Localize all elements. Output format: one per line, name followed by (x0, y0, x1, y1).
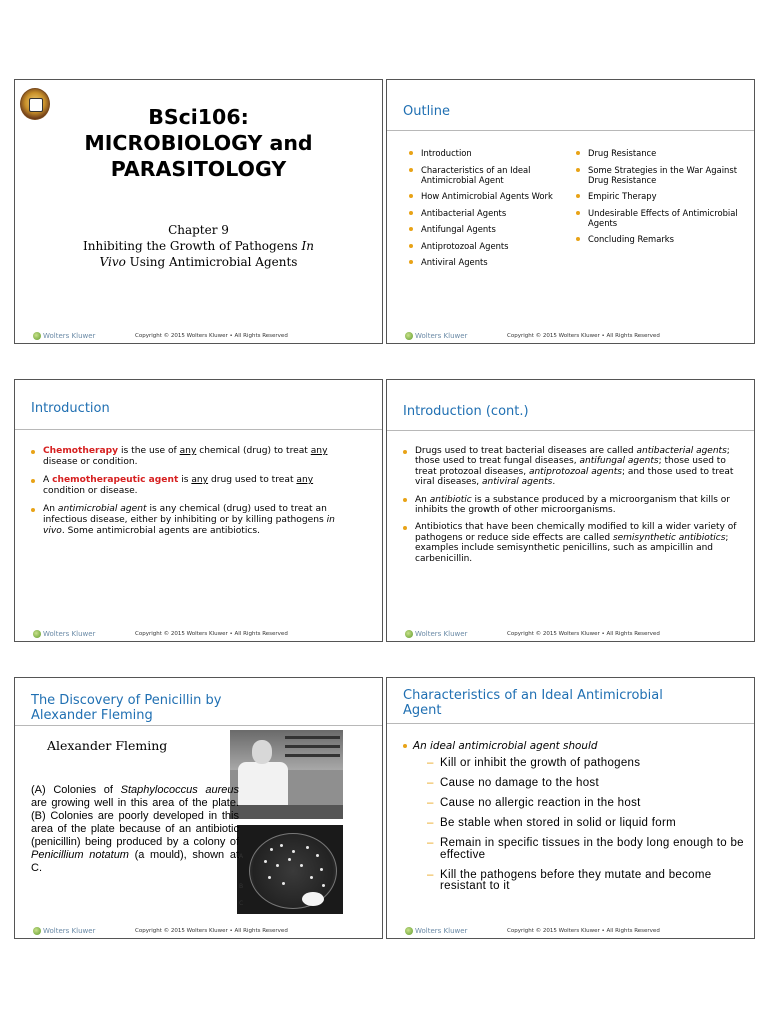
subtitle-text: Using Antimicrobial Agents (125, 255, 298, 269)
outline-item: Empiric Therapy (574, 191, 744, 201)
bullet-chemotherapeutic-agent: A chemotherapeutic agent is any drug used to treat any condition or disease. (29, 475, 351, 497)
chapter-heading (15, 222, 382, 270)
plate-label-a: A (239, 853, 244, 860)
copyright: Copyright © 2015 Wolters Kluwer • All Rights Reserved (135, 631, 288, 637)
plate-description: (A) Colonies of Staphylococcus aureus are growing well in this area of the plate. (B) Colonies are poorly developed in this area of the plate because of an antibiotic (penicillin) being produced by a colony of Penicillium notatum (a mould), shown at C. (31, 784, 240, 874)
outline-item: Antifungal Agents (407, 224, 567, 234)
slide-title (14, 79, 383, 344)
property-item: – Kill or inhibit the growth of pathogens (427, 758, 747, 770)
plate-label-b: B (239, 883, 244, 890)
slide-outline (386, 79, 755, 344)
subtitle-italic: Vivo (99, 255, 126, 269)
outline-item: Introduction (407, 148, 567, 158)
wolters-kluwer-logo: Wolters Kluwer (405, 332, 467, 340)
subtitle-italic: In (301, 239, 314, 253)
chapter-subtitle (15, 238, 382, 270)
slide-introduction-cont (386, 379, 755, 642)
outline-item: Antibacterial Agents (407, 208, 567, 218)
outline-item: Antiviral Agents (407, 257, 567, 267)
course-title (15, 104, 382, 182)
slide-introduction (14, 379, 383, 642)
outline-item: Concluding Remarks (574, 234, 744, 244)
property-item: – Remain in specific tissues in the body long enough to be effective (427, 838, 747, 861)
wolters-kluwer-logo: Wolters Kluwer (33, 927, 95, 935)
wolters-kluwer-logo: Wolters Kluwer (33, 332, 95, 340)
slide-footer (387, 623, 754, 641)
chapter-number: Chapter 9 (168, 223, 229, 237)
plate-label-c: C (239, 900, 244, 907)
slide-title: Introduction (31, 401, 110, 416)
outline-item: Some Strategies in the War Against Drug Resistance (574, 165, 744, 185)
title-divider (387, 130, 754, 131)
fleming-photo (230, 730, 343, 819)
ideal-properties-list (427, 758, 747, 901)
slide-title: The Discovery of Penicillin by Alexander Fleming (31, 693, 222, 723)
intro-cont-bullets (401, 446, 745, 571)
intro-bullets (29, 446, 351, 544)
copyright: Copyright © 2015 Wolters Kluwer • All Rights Reserved (135, 928, 288, 934)
property-item: – Cause no damage to the host (427, 778, 747, 790)
title-divider (387, 723, 754, 724)
petri-dish-photo (237, 825, 343, 914)
slide-title: Introduction (cont.) (403, 404, 529, 419)
copyright: Copyright © 2015 Wolters Kluwer • All Rights Reserved (135, 333, 288, 339)
scientist-name: Alexander Fleming (47, 738, 168, 753)
bullet-antimicrobial-agent: An antimicrobial agent is any chemical (drug) used to treat an infectious disease, either by inhibiting or by killing pathogens in vivo. Some antimicrobial agents are antibiotics. (29, 504, 351, 537)
outline-item: Antiprotozoal Agents (407, 241, 567, 251)
bullet-semisynthetic: Antibiotics that have been chemically modified to kill a wider variety of pathogens or reduce side effects are called semisynthetic antibiotics; examples include semisynthetic penicillins, such as ampicillin and carbenicillin. (401, 522, 745, 564)
title-divider (387, 430, 754, 431)
slide-title: Outline (403, 104, 451, 119)
title-line-3: PARASITOLOGY (110, 157, 287, 181)
copyright: Copyright © 2015 Wolters Kluwer • All Rights Reserved (507, 928, 660, 934)
slide-footer (387, 920, 754, 938)
slide-penicillin-discovery (14, 677, 383, 939)
outline-item: Characteristics of an Ideal Antimicrobial Agent (407, 165, 567, 185)
outline-item: How Antimicrobial Agents Work (407, 191, 567, 201)
slide-footer (15, 920, 382, 938)
slide-footer (387, 325, 754, 343)
copyright: Copyright © 2015 Wolters Kluwer • All Rights Reserved (507, 631, 660, 637)
property-item: – Kill the pathogens before they mutate and become resistant to it (427, 870, 747, 893)
title-line-1: BSci106: (148, 105, 249, 129)
bullet-drug-classes: Drugs used to treat bacterial diseases are called antibacterial agents; those used to treat fungal diseases, antifungal agents; those used to treat protozoal diseases, antiprotozoal agents; and those used to treat viral diseases, antiviral agents. (401, 446, 745, 488)
wolters-kluwer-logo: Wolters Kluwer (405, 630, 467, 638)
bullet-chemotherapy: Chemotherapy is the use of any chemical (drug) to treat any disease or condition. (29, 446, 351, 468)
copyright: Copyright © 2015 Wolters Kluwer • All Rights Reserved (507, 333, 660, 339)
title-divider (15, 725, 382, 726)
lead-bullet: An ideal antimicrobial agent should (403, 740, 597, 752)
title-line-2: MICROBIOLOGY and (84, 131, 313, 155)
bullet-antibiotic: An antibiotic is a substance produced by a microorganism that kills or inhibits the growth of other microorganisms. (401, 495, 745, 516)
wolters-kluwer-logo: Wolters Kluwer (33, 630, 95, 638)
property-item: – Cause no allergic reaction in the host (427, 798, 747, 810)
subtitle-text: Inhibiting the Growth of Pathogens (83, 239, 302, 253)
outline-item: Undesirable Effects of Antimicrobial Agents (574, 208, 744, 228)
property-item: – Be stable when stored in solid or liquid form (427, 818, 747, 830)
outline-item: Drug Resistance (574, 148, 744, 158)
outline-right-list (574, 148, 744, 251)
wolters-kluwer-logo: Wolters Kluwer (405, 927, 467, 935)
outline-left-list (407, 148, 567, 274)
title-divider (15, 429, 382, 430)
slide-title: Characteristics of an Ideal Antimicrobial Agent (403, 688, 663, 718)
slide-footer (15, 325, 382, 343)
slide-footer (15, 623, 382, 641)
slide-ideal-agent (386, 677, 755, 939)
